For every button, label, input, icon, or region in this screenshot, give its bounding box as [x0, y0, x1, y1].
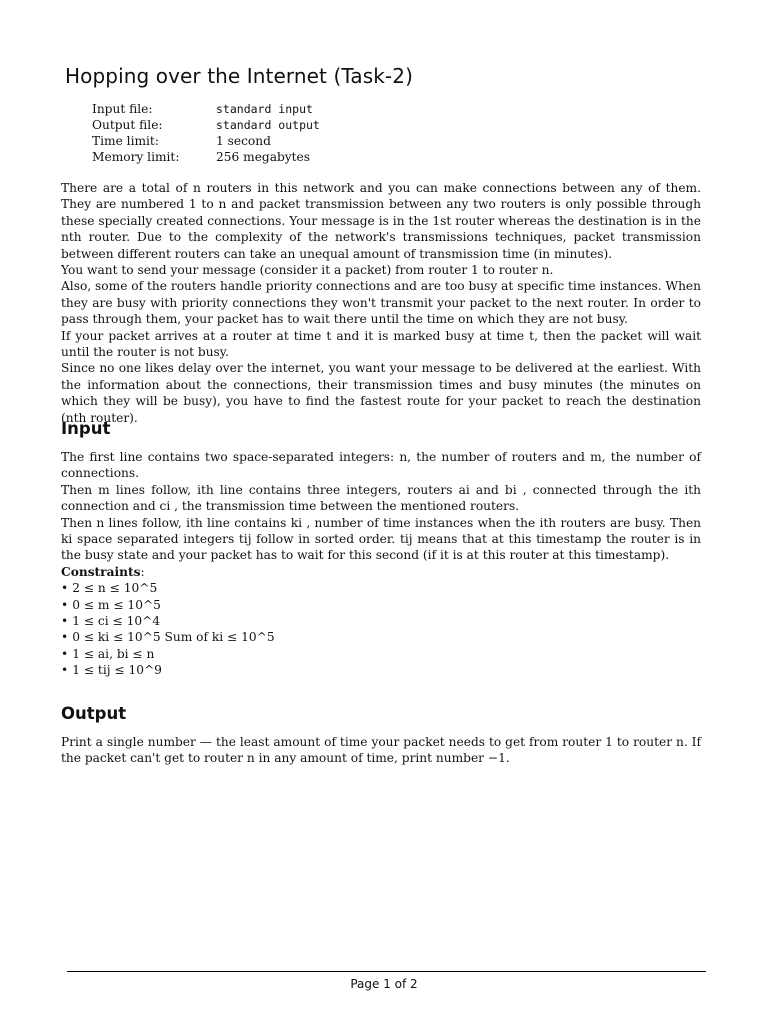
output-file-row — [92, 117, 320, 133]
statement-paragraph-2: You want to send your message (consider it a packet) from router 1 to router n. — [61, 263, 554, 278]
input-file-row — [92, 101, 320, 117]
input-file-label: Input file: — [92, 102, 153, 116]
memory-limit-label: Memory limit: — [92, 150, 180, 164]
constraint-item: • 1 ≤ tij ≤ 10^9 — [61, 662, 701, 678]
time-limit-value: 1 second — [216, 134, 271, 148]
constraints-list — [61, 580, 701, 678]
problem-title: Hopping over the Internet (Task-2) — [65, 64, 413, 88]
input-paragraph-3: Then n lines follow, ith line contains ki , number of time instances when the ith routers are busy. Then ki space separated integers tij follow in sorted order. tij means that at this timestamp the router is in the busy state and your packet has to wait for this second (if it is at this router at this timestamp). — [61, 515, 701, 563]
output-heading: Output — [61, 704, 127, 723]
time-limit-row — [92, 133, 320, 149]
memory-limit-value: 256 megabytes — [216, 150, 311, 164]
statement-paragraph-1: There are a total of n routers in this network and you can make connections between any of them. They are numbered 1 to n and packet transmission between any two routers is only possible through these specially created connections. Your message is in the 1st router whereas the destination is in the nth router. Due to the complexity of the network's transmissions techniques, packet transmission between different routers can take an unequal amount of transmission time (in minutes). — [61, 181, 701, 261]
input-paragraph-1: The first line contains two space-separated integers: n, the number of routers and m, the number of connections. — [61, 450, 701, 481]
input-section — [61, 449, 701, 679]
constraint-item: • 0 ≤ m ≤ 10^5 — [61, 597, 701, 613]
constraint-item: • 1 ≤ ci ≤ 10^4 — [61, 613, 701, 629]
statement-paragraph-5: Since no one likes delay over the internet, you want your message to be delivered at the earliest. With the information about the connections, their transmission times and busy minutes (the minutes on which they will be busy), you have to find the fastest route for your packet to reach the destination (nth router). — [61, 361, 701, 425]
page-number: Page 1 of 2 — [350, 977, 418, 991]
statement-section — [61, 180, 701, 426]
constraint-item: • 2 ≤ n ≤ 10^5 — [61, 580, 701, 596]
input-file-value: standard input — [216, 102, 313, 116]
memory-limit-row — [92, 149, 320, 165]
constraint-item: • 1 ≤ ai, bi ≤ n — [61, 646, 701, 662]
statement-paragraph-3: Also, some of the routers handle priority connections and are too busy at specific time instances. When they are busy with priority connections they won't transmit your packet to the next router. In order to pass through them, your packet has to wait there until the time on which they are not busy. — [61, 279, 701, 327]
output-section — [61, 734, 701, 767]
output-paragraph-1: Print a single number — the least amount of time your packet needs to get from router 1 to router n. If the packet can't get to router n in any amount of time, print number −1. — [61, 735, 701, 766]
limits-table — [92, 101, 320, 165]
constraints-heading: Constraints: — [61, 564, 145, 579]
input-heading: Input — [61, 419, 111, 438]
output-file-value: standard output — [216, 118, 320, 132]
footer-divider — [67, 971, 706, 972]
input-paragraph-2: Then m lines follow, ith line contains three integers, routers ai and bi , connected through the ith connection and ci , the transmission time between the mentioned routers. — [61, 482, 701, 514]
statement-paragraph-4: If your packet arrives at a router at time t and it is marked busy at time t, then the packet will wait until the router is not busy. — [61, 328, 701, 360]
constraint-item: • 0 ≤ ki ≤ 10^5 Sum of ki ≤ 10^5 — [61, 629, 701, 645]
time-limit-label: Time limit: — [92, 134, 159, 148]
output-file-label: Output file: — [92, 118, 163, 132]
